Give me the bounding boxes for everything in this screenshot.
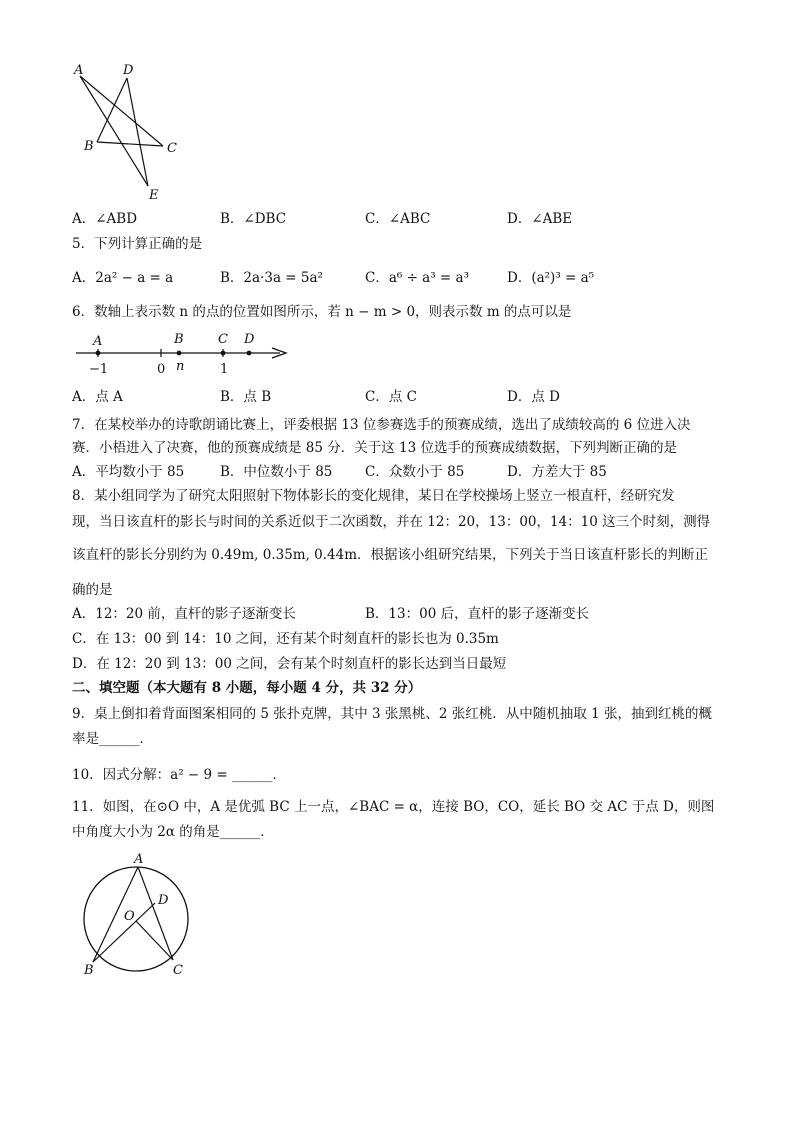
- q11-stem-line1: 11．如图，在⊙O 中，A 是优弧 BC 上一点，∠BAC = α，连接 BO，CO，延长 BO 交 AC 于点 D，则图: [72, 799, 715, 815]
- number-line-label-D: D: [244, 332, 255, 347]
- q6-stem: 6．数轴上表示数 n 的点的位置如图所示，若 n − m > 0，则表示数 m 的点可以是: [72, 304, 572, 320]
- q4-option-a: A．∠ABD: [72, 211, 138, 227]
- number-line-point-B: [177, 351, 182, 356]
- q6-option-a: A．点 A: [72, 389, 123, 405]
- q7-option-b: B．中位数小于 85: [220, 464, 333, 480]
- q8-option-b: B．13：00 后，直杆的影子逐渐变长: [365, 606, 590, 622]
- point-label-B: B: [84, 963, 94, 978]
- q5-option-d: D．(a²)³ = a⁵: [507, 270, 595, 286]
- segment-OC: [136, 921, 173, 960]
- q8-stem-line4: 确的是: [72, 582, 113, 598]
- number-line-point-A: [96, 351, 101, 356]
- q8-option-d: D．在 12：20 到 13：00 之间，会有某个时刻直杆的影长达到当日最短: [72, 656, 507, 672]
- point-label-C: C: [167, 141, 177, 156]
- tick-label-zero: 0: [157, 362, 166, 377]
- segment-BC: [97, 142, 163, 146]
- q6-option-d: D．点 D: [507, 389, 560, 405]
- point-label-D: D: [123, 63, 134, 78]
- q5-option-a: A．2a² − a = a: [72, 270, 174, 286]
- number-line-label-B: B: [174, 332, 184, 347]
- number-line-point-D: [247, 351, 252, 356]
- q8-option-c: C．在 13：00 到 14：10 之间，还有某个时刻直杆的影长也为 0.35m: [72, 631, 499, 647]
- point-label-A: A: [74, 63, 84, 78]
- segment-AC: [80, 76, 163, 146]
- q8-stem-line3: 该直杆的影长分别约为 0.49m, 0.35m, 0.44m．根据该小组研究结果，下列关于当日该直杆影长的判断正: [72, 547, 709, 563]
- number-line-svg: [72, 326, 302, 378]
- q4-option-b: B．∠DBC: [220, 211, 287, 227]
- q6-option-c: C．点 C: [365, 389, 417, 405]
- q10-stem: 10．因式分解：a² − 9 = ______．: [72, 767, 287, 783]
- q4-option-d: D．∠ABE: [507, 211, 573, 227]
- q5-stem: 5．下列计算正确的是: [72, 236, 203, 252]
- section-heading-fill-in: 二、填空题（本大题有 8 小题，每小题 4 分，共 32 分）: [72, 680, 422, 696]
- point-label-E: E: [149, 188, 159, 203]
- point-label-D: D: [158, 893, 169, 908]
- q7-option-d: D．方差大于 85: [507, 464, 607, 480]
- point-label-C: C: [173, 963, 183, 978]
- q4-figure-svg: [70, 62, 190, 202]
- q6-number-line: [72, 326, 302, 378]
- tick-label-one: 1: [220, 362, 229, 377]
- q8-stem-line2: 现，当日该直杆的影长与时间的关系近似于二次函数，并在 12：20，13：00，14：10 这三个时刻，测得: [72, 514, 711, 530]
- q7-stem-line2: 赛．小梧进入了决赛，他的预赛成绩是 85 分．关于这 13 位选手的预赛成绩数据，下列判断正确的是: [72, 440, 678, 456]
- q8-option-a: A．12：20 前，直杆的影子逐渐变长: [72, 606, 296, 622]
- q6-option-b: B．点 B: [220, 389, 272, 405]
- q4-option-c: C．∠ABC: [365, 211, 431, 227]
- point-label-O: O: [124, 909, 135, 924]
- number-line-label-C: C: [218, 332, 228, 347]
- q5-option-c: C．a⁶ ÷ a³ = a³: [365, 270, 469, 286]
- number-line-point-C: [221, 351, 226, 356]
- q11-circle-figure: [76, 852, 201, 982]
- q4-triangle-figure: [70, 62, 190, 202]
- point-label-A: A: [134, 852, 144, 867]
- q9-stem-line2: 率是______．: [72, 731, 153, 747]
- tick-label-minus-one: −1: [89, 362, 109, 377]
- q7-stem-line1: 7．在某校举办的诗歌朗诵比赛上，评委根据 13 位参赛选手的预赛成绩，选出了成绩较高的 6 位进入决: [72, 417, 691, 433]
- q7-option-c: C．众数小于 85: [365, 464, 465, 480]
- q7-option-a: A．平均数小于 85: [72, 464, 185, 480]
- q5-option-b: B．2a·3a = 5a²: [220, 270, 323, 286]
- point-label-B: B: [84, 139, 94, 154]
- tick-label-n: n: [176, 359, 185, 374]
- q8-stem-line1: 8．某小组同学为了研究太阳照射下物体影长的变化规律，某日在学校操场上竖立一根直杆，经研究发: [72, 488, 675, 504]
- number-line-label-A: A: [93, 334, 103, 349]
- q11-figure-svg: [76, 852, 201, 982]
- q11-stem-line2: 中角度大小为 2α 的角是______．: [72, 824, 274, 840]
- q9-stem-line1: 9．桌上倒扣着背面图案相同的 5 张扑克牌，其中 3 张黑桃、2 张红桃．从中随机抽取 1 张，抽到红桃的概: [72, 706, 712, 722]
